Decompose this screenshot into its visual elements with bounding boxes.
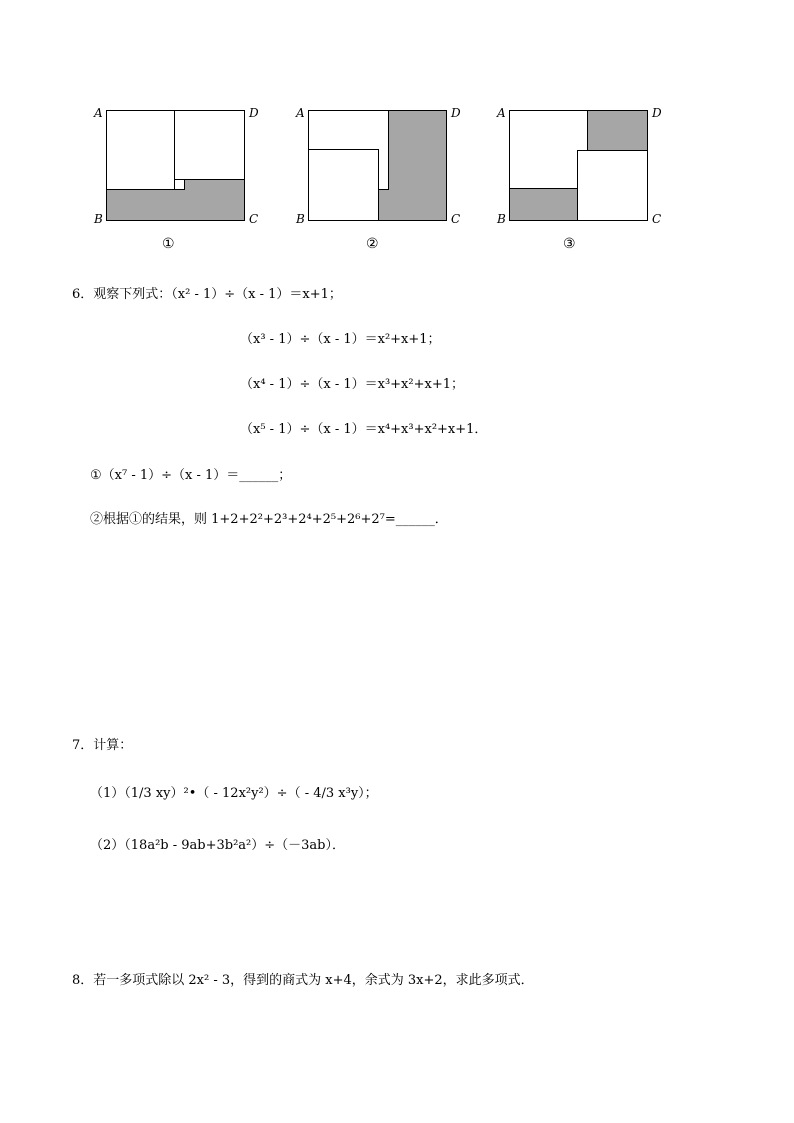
shaded-top-right [588,111,648,151]
vertex-label-c: C [249,212,259,226]
q6-line4: （x⁵ - 1）÷（x - 1）＝x⁴+x³+x²+x+1． [240,422,488,437]
figure-2-drawing [294,100,474,260]
q6-part2: ②根据①的结果，则 1+2+2²+2³+2⁴+2⁵+2⁶+2⁷=______． [90,512,448,527]
figure-1-drawing [92,100,272,260]
q6-header [72,287,342,303]
q6-line2: （x³ - 1）÷（x - 1）＝x²+x+1； [240,332,441,347]
q6-intro: 观察下列式： [93,287,172,302]
vertex-label-b: B [94,212,103,226]
vertex-label-b: B [497,212,506,226]
vertex-label-c: C [451,212,461,226]
q8-number: 8． [72,973,94,988]
square-right [175,111,245,180]
square-top-left [510,111,588,189]
figure-2 [294,100,474,260]
figure-caption: ③ [563,236,576,252]
vertex-label-d: D [652,106,662,120]
q8-line [72,973,534,989]
figure-3-drawing [495,100,675,260]
figure-1 [92,100,272,260]
q8-text: 若一多项式除以 2x² - 3，得到的商式为 x+4，余式为 3x+2，求此多项式． [93,973,534,988]
shaded-bottom-left [510,189,578,221]
figure-caption: ① [162,236,175,252]
figure-caption: ② [366,236,379,252]
q7-part1: （1）（1/3 xy）²•（ - 12x²y²）÷（ - 4/3 x³y）； [90,786,378,801]
square-bottom [309,150,379,221]
q6-part1: ①（x⁷ - 1）÷（x - 1）＝______； [90,468,292,483]
q7-part2: （2）（18a²b - 9ab+3b²a²）÷（－3ab）． [90,838,345,853]
vertex-label-d: D [451,106,461,120]
figure-3 [495,100,675,260]
q7-header [72,738,132,754]
square-left [107,111,175,190]
q7-title: 计算： [93,738,133,753]
q7-number: 7． [72,738,94,753]
vertex-label-c: C [652,212,662,226]
q6-number: 6． [72,287,94,302]
vertex-label-a: A [497,106,506,120]
square-bottom-right [578,151,648,221]
q6-line3: （x⁴ - 1）÷（x - 1）＝x³+x²+x+1； [240,377,464,392]
vertex-label-a: A [94,106,103,120]
vertex-label-a: A [296,106,305,120]
q6-line1: （x² - 1）÷（x - 1）＝x+1； [171,287,342,302]
vertex-label-d: D [249,106,259,120]
vertex-label-b: B [296,212,305,226]
